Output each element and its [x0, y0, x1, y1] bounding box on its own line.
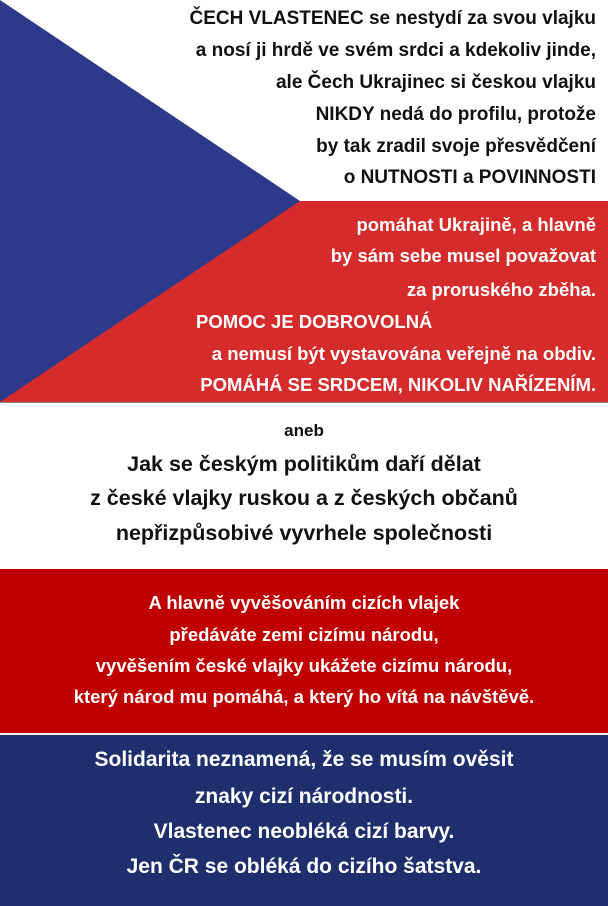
- flag-red-line-1: pomáhat Ukrajině, a hlavně: [356, 214, 596, 235]
- flag-white-line-4: NIKDY nedá do profilu, protože: [315, 104, 596, 125]
- blue-band-line-4: Jen ČR se obléká do cizího šatstva.: [126, 855, 482, 878]
- middle-line-1: Jak se českým politikům daří dělat: [127, 452, 481, 476]
- middle-line-2: z české vlajky ruskou a z českých občanů: [90, 486, 518, 510]
- red-band-line-4: který národ mu pomáhá, a který ho vítá na návštěvě.: [73, 686, 535, 707]
- middle-line-3: nepřizpůsobivé vyvrhele společnosti: [115, 521, 493, 545]
- flag-white-line-6: o NUTNOSTI a POVINNOSTI: [343, 167, 596, 188]
- red-band-line-2: předáváte zemi cizímu národu,: [169, 624, 439, 645]
- aneb-label: aneb: [284, 421, 324, 440]
- flag-red-line-3: za proruského zběha.: [406, 279, 596, 300]
- blue-band-line-2: znaky cizí národnosti.: [194, 785, 414, 808]
- flag-white-line-5: by tak zradil svoje přesvědčení: [316, 136, 596, 157]
- flag-red-line-6: POMÁHÁ SE SRDCEM, NIKOLIV NAŘÍZENÍM.: [200, 374, 596, 395]
- blue-band-line-3: Vlastenec neobléká cizí barvy.: [153, 820, 455, 843]
- flag-red-line-4: POMOC JE DOBROVOLNÁ: [196, 311, 433, 332]
- red-band-line-1: A hlavně vyvěšováním cizích vlajek: [148, 592, 460, 613]
- red-band-line-3: vyvěšením české vlajky ukážete cizímu národu,: [95, 655, 513, 676]
- flag-white-line-2: a nosí ji hrdě ve svém srdci a kdekoliv jinde,: [195, 40, 596, 61]
- blue-band-line-1: Solidarita neznamená, že se musím ověsit: [94, 748, 514, 771]
- flag-red-line-5: a nemusí být vystavována veřejně na obdiv.: [211, 343, 596, 364]
- flag-white-line-1: ČECH VLASTENEC se nestydí za svou vlajku: [189, 8, 596, 29]
- flag-red-line-2: by sám sebe musel považovat: [330, 245, 596, 266]
- flag-white-line-3: ale Čech Ukrajinec si českou vlajku: [275, 72, 596, 93]
